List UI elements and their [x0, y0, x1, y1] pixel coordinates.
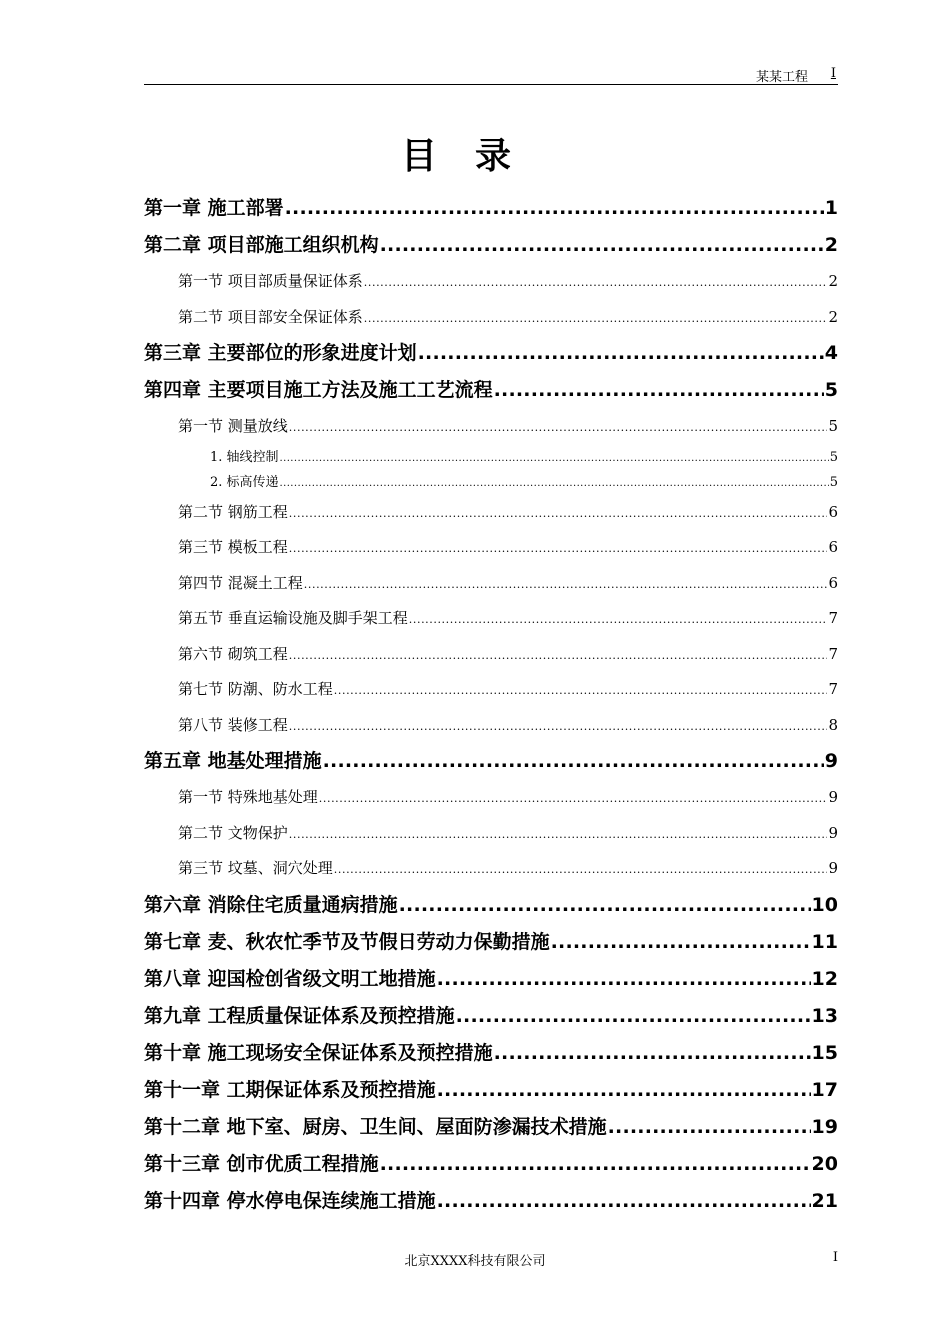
toc-dot-leader [551, 924, 811, 961]
toc-dot-leader [364, 301, 828, 337]
toc-entry-page: 11 [811, 930, 838, 953]
toc-title: 目录 [400, 136, 549, 177]
toc-entry-title: 第四节 混凝土工程 [178, 573, 303, 592]
toc-entry[interactable] [144, 409, 838, 445]
toc-dot-leader [280, 446, 829, 471]
toc-entry[interactable] [144, 924, 838, 961]
toc-entry-page: 6 [828, 502, 838, 521]
toc-dot-leader [494, 372, 824, 409]
toc-entry[interactable] [144, 851, 838, 887]
toc-dot-leader [304, 567, 828, 603]
toc-entry-page: 21 [811, 1189, 838, 1212]
toc-dot-leader [364, 265, 828, 301]
toc-entry-page: 5 [824, 379, 838, 401]
toc-entry-title: 2. 标高传递 [210, 474, 279, 490]
header-title: 某某工程 [755, 70, 808, 85]
toc-entry-page: 8 [828, 715, 838, 734]
toc-entry-page: 12 [811, 967, 838, 990]
toc-entry-title: 第八节 装修工程 [178, 715, 288, 734]
toc-entry-title: 第六章 消除住宅质量通病措施 [144, 893, 398, 916]
toc-entry[interactable] [144, 335, 838, 372]
toc-entry[interactable] [144, 264, 838, 300]
toc-entry-title: 第一节 特殊地基处理 [178, 788, 318, 806]
toc-dot-leader [289, 410, 828, 446]
toc-entry-title: 第十二章 地下室、厨房、卫生间、屋面防渗漏技术措施 [144, 1115, 607, 1138]
table-of-contents [144, 190, 838, 1220]
toc-entry[interactable] [144, 530, 838, 566]
toc-dot-leader [289, 817, 828, 853]
toc-entry-page: 7 [828, 680, 838, 698]
toc-dot-leader [334, 852, 828, 888]
toc-entry-page: 20 [811, 1152, 838, 1175]
toc-dot-leader [494, 1035, 811, 1072]
toc-entry-title: 第七节 防潮、防水工程 [178, 680, 333, 698]
toc-dot-leader [399, 887, 811, 924]
toc-entry-title: 第五章 地基处理措施 [144, 750, 322, 772]
toc-dot-leader [380, 227, 824, 264]
toc-entry[interactable] [144, 816, 838, 852]
footer-page-number: I [832, 1250, 838, 1265]
toc-dot-leader [289, 638, 828, 674]
toc-entry[interactable] [144, 637, 838, 673]
toc-dot-leader [285, 190, 824, 227]
toc-entry[interactable] [144, 1109, 838, 1146]
toc-entry-title: 第三节 坟墓、洞穴处理 [178, 859, 333, 877]
toc-entry[interactable] [144, 1146, 838, 1183]
toc-entry[interactable] [144, 1183, 838, 1220]
toc-entry-page: 9 [828, 859, 838, 877]
toc-entry-title: 第七章 麦、秋农忙季节及节假日劳动力保勤措施 [144, 930, 550, 953]
header-page-number: I [830, 66, 836, 81]
toc-entry-page: 2 [824, 234, 838, 256]
toc-dot-leader [280, 471, 829, 496]
toc-entry-title: 第十章 施工现场安全保证体系及预控措施 [144, 1041, 493, 1064]
toc-entry-title: 第五节 垂直运输设施及脚手架工程 [178, 609, 408, 627]
toc-entry[interactable] [144, 998, 838, 1035]
toc-dot-leader [409, 602, 828, 638]
toc-entry-page: 19 [811, 1115, 838, 1138]
toc-entry[interactable] [144, 743, 838, 780]
toc-entry-title: 第二节 钢筋工程 [178, 502, 288, 521]
toc-entry[interactable] [144, 227, 838, 264]
toc-entry-page: 10 [811, 893, 838, 916]
toc-entry-title: 第六节 砌筑工程 [178, 644, 288, 663]
toc-entry-page: 7 [828, 644, 838, 663]
toc-entry-page: 17 [811, 1078, 838, 1101]
toc-entry[interactable] [144, 780, 838, 816]
toc-dot-leader [289, 496, 828, 532]
toc-dot-leader [437, 961, 811, 998]
toc-entry-title: 第一节 测量放线 [178, 417, 288, 435]
toc-entry[interactable] [144, 1035, 838, 1072]
toc-entry[interactable] [144, 1072, 838, 1109]
toc-entry-title: 第三节 模板工程 [178, 538, 288, 556]
toc-dot-leader [323, 743, 824, 780]
toc-entry-title: 第一节 项目部质量保证体系 [178, 272, 363, 290]
toc-entry[interactable] [144, 601, 838, 637]
toc-entry[interactable] [144, 300, 838, 336]
toc-dot-leader [334, 673, 828, 709]
toc-dot-leader [380, 1146, 811, 1183]
toc-entry-title: 第九章 工程质量保证体系及预控措施 [144, 1004, 455, 1027]
toc-entry-page: 5 [829, 449, 838, 465]
toc-entry[interactable] [144, 372, 838, 409]
toc-entry-page: 7 [828, 609, 838, 627]
toc-entry-page: 1 [824, 197, 838, 219]
toc-entry-title: 第八章 迎国检创省级文明工地措施 [144, 967, 436, 990]
toc-entry-page: 2 [828, 272, 838, 290]
toc-entry[interactable] [144, 470, 838, 495]
toc-entry-page: 13 [811, 1004, 838, 1027]
toc-entry[interactable] [144, 672, 838, 708]
toc-entry-page: 4 [824, 342, 838, 364]
toc-dot-leader [418, 335, 824, 372]
toc-entry-page: 9 [824, 750, 838, 772]
toc-entry-title: 第二节 文物保护 [178, 823, 288, 842]
toc-entry[interactable] [144, 495, 838, 531]
toc-entry-title: 第二章 项目部施工组织机构 [144, 234, 379, 256]
toc-entry-title: 第十一章 工期保证体系及预控措施 [144, 1078, 436, 1101]
toc-entry-page: 9 [828, 823, 838, 842]
toc-dot-leader [289, 709, 828, 745]
toc-entry[interactable] [144, 708, 838, 744]
toc-entry-page: 5 [828, 417, 838, 435]
toc-entry[interactable] [144, 961, 838, 998]
toc-entry-page: 9 [828, 788, 838, 806]
toc-dot-leader [456, 998, 811, 1035]
toc-dot-leader [437, 1183, 811, 1220]
toc-entry-title: 第十四章 停水停电保连续施工措施 [144, 1189, 436, 1212]
page-header [144, 64, 838, 85]
toc-dot-leader [289, 531, 828, 567]
toc-entry-page: 6 [828, 573, 838, 592]
toc-dot-leader [437, 1072, 811, 1109]
toc-entry-page: 2 [828, 307, 838, 326]
footer-company: 北京XXXX科技有限公司 [404, 1254, 546, 1269]
toc-entry-title: 第十三章 创市优质工程措施 [144, 1152, 379, 1175]
toc-entry-page: 5 [829, 474, 838, 490]
toc-entry[interactable] [144, 566, 838, 602]
toc-entry[interactable] [144, 887, 838, 924]
toc-dot-leader [608, 1109, 811, 1146]
toc-entry[interactable] [144, 445, 838, 470]
toc-entry-title: 1. 轴线控制 [210, 449, 279, 465]
toc-entry-title: 第一章 施工部署 [144, 197, 284, 219]
toc-entry-title: 第二节 项目部安全保证体系 [178, 307, 363, 326]
toc-entry-page: 15 [811, 1041, 838, 1064]
toc-entry-title: 第三章 主要部位的形象进度计划 [144, 342, 417, 364]
toc-entry[interactable] [144, 190, 838, 227]
toc-dot-leader [319, 781, 828, 817]
toc-entry-page: 6 [828, 538, 838, 556]
toc-entry-title: 第四章 主要项目施工方法及施工工艺流程 [144, 379, 493, 401]
